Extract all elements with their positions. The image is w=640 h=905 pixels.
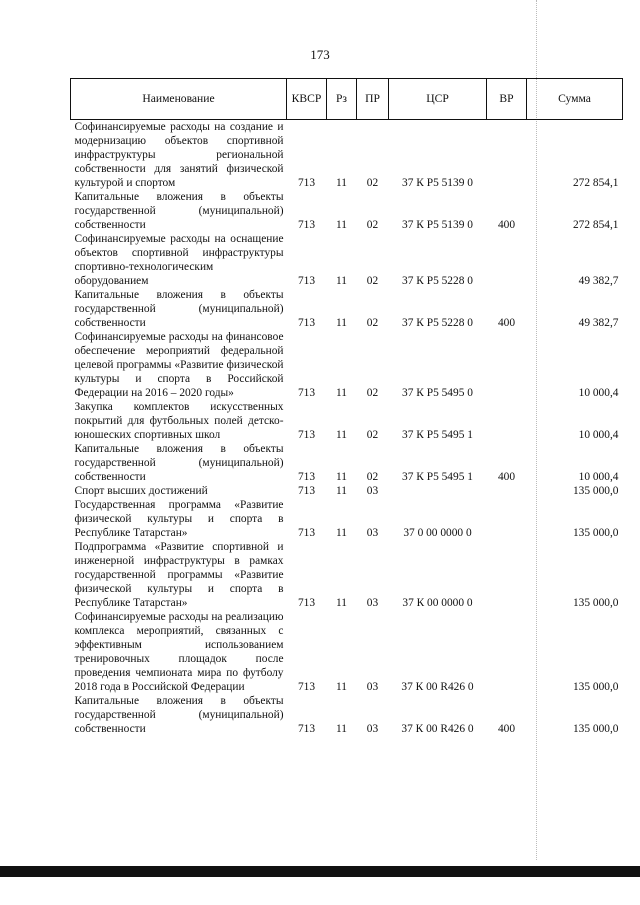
row-sum-cell: 135 000,0 (572, 485, 619, 497)
row-name-cell: Капитальные вложения в объекты государственной (муниципальной) собственности (74, 443, 284, 483)
row-sum-cell: 49 382,7 (578, 275, 619, 287)
row-kvsr-cell: 713 (297, 275, 316, 287)
row-vr-cell: 400 (497, 723, 516, 735)
row-csr-cell: 37 К P5 5228 0 (402, 275, 473, 287)
table-row (71, 610, 623, 694)
header-rz: Рз (327, 79, 357, 120)
row-kvsr-cell: 713 (297, 219, 316, 231)
row-sum-cell: 10 000,4 (578, 387, 619, 399)
row-kvsr-cell: 713 (297, 723, 316, 735)
row-name-cell: Софинансируемые расходы на финансовое обеспечение мероприятий федеральной целевой программы «Развитие физической культуры и спорта в Российской Федерации на 2016 – 2020 годы» (74, 331, 284, 399)
row-sum-cell: 10 000,4 (578, 429, 619, 441)
header-csr: ЦСР (389, 79, 487, 120)
row-name-cell: Капитальные вложения в объекты государственной (муниципальной) собственности (74, 289, 284, 329)
row-sum-cell: 272 854,1 (572, 177, 619, 189)
row-pr-cell: 02 (366, 387, 379, 399)
table-row (71, 694, 623, 736)
budget-table (70, 78, 623, 736)
table-body (71, 120, 623, 737)
table-row (71, 330, 623, 400)
row-name-cell: Капитальные вложения в объекты государственной (муниципальной) собственности (74, 191, 284, 231)
row-csr-cell: 37 К P5 5139 0 (402, 219, 473, 231)
table-row (71, 232, 623, 288)
row-name-cell: Софинансируемые расходы на реализацию комплекса мероприятий, связанных с эффективным использованием тренировочных площадок после проведения чемпионата мира по футболу 2018 года в Российской Федерации (74, 611, 284, 693)
row-csr-cell: 37 К P5 5139 0 (402, 177, 473, 189)
row-csr-cell: 37 К 00 R426 0 (401, 723, 474, 735)
row-rz-cell: 11 (336, 429, 347, 441)
scan-bottom-bar (0, 866, 640, 877)
row-rz-cell: 11 (336, 681, 347, 693)
row-pr-cell: 02 (366, 177, 379, 189)
table-header-row (71, 79, 623, 120)
row-name-cell: Государственная программа «Развитие физической культуры и спорта в Республике Татарстан» (74, 499, 284, 539)
row-vr-cell (487, 232, 527, 288)
row-sum-cell: 10 000,4 (578, 471, 619, 483)
row-pr-cell: 03 (366, 527, 379, 539)
row-rz-cell: 11 (336, 275, 347, 287)
row-rz-cell: 11 (336, 527, 347, 539)
header-name: Наименование (71, 79, 287, 120)
table-row (71, 442, 623, 484)
row-kvsr-cell: 713 (297, 597, 316, 609)
header-vr: ВР (487, 79, 527, 120)
row-kvsr-cell: 713 (297, 527, 316, 539)
row-csr-cell: 37 К P5 5228 0 (402, 317, 473, 329)
row-vr-cell (487, 120, 527, 191)
row-pr-cell: 02 (366, 471, 379, 483)
row-rz-cell: 11 (336, 219, 347, 231)
row-kvsr-cell: 713 (297, 471, 316, 483)
row-pr-cell: 03 (366, 485, 379, 497)
row-sum-cell: 135 000,0 (572, 597, 619, 609)
row-vr-cell: 400 (497, 317, 516, 329)
row-csr-cell: 37 0 00 0000 0 (403, 527, 472, 539)
row-rz-cell: 11 (336, 485, 347, 497)
row-sum-cell: 272 854,1 (572, 219, 619, 231)
row-csr-cell: 37 К P5 5495 0 (402, 387, 473, 399)
row-kvsr-cell: 713 (297, 429, 316, 441)
row-rz-cell: 11 (336, 387, 347, 399)
row-name-cell: Подпрограмма «Развитие спортивной и инженерной инфраструктуры в рамках государственной программы «Развитие физической культуры и спорта в Республике Татарстан» (74, 541, 284, 609)
header-pr: ПР (357, 79, 389, 120)
row-pr-cell: 02 (366, 275, 379, 287)
row-pr-cell: 03 (366, 723, 379, 735)
row-name-cell: Софинансируемые расходы на оснащение объектов спортивной инфраструктуры спортивно-технологическим оборудованием (74, 233, 284, 287)
table-row (71, 484, 623, 498)
page-number: 173 (310, 47, 330, 62)
header-kvsr: КВСР (287, 79, 327, 120)
row-vr-cell (487, 484, 527, 498)
row-kvsr-cell: 713 (297, 681, 316, 693)
row-pr-cell: 03 (366, 597, 379, 609)
row-pr-cell: 02 (366, 317, 379, 329)
row-kvsr-cell: 713 (297, 177, 316, 189)
row-rz-cell: 11 (336, 597, 347, 609)
row-vr-cell: 400 (497, 471, 516, 483)
row-vr-cell (487, 498, 527, 540)
row-name-cell: Закупка комплектов искусственных покрытий для футбольных полей детско-юношеских спортивных школ (74, 401, 284, 441)
row-sum-cell: 135 000,0 (572, 681, 619, 693)
row-pr-cell: 02 (366, 429, 379, 441)
row-vr-cell (487, 400, 527, 442)
row-rz-cell: 11 (336, 723, 347, 735)
table-row (71, 540, 623, 610)
row-sum-cell: 135 000,0 (572, 723, 619, 735)
row-kvsr-cell: 713 (297, 387, 316, 399)
row-csr-cell: 37 К P5 5495 1 (402, 471, 473, 483)
row-csr-cell: 37 К 00 0000 0 (402, 597, 473, 609)
row-csr-cell: 37 К 00 R426 0 (401, 681, 474, 693)
row-pr-cell: 02 (366, 219, 379, 231)
row-rz-cell: 11 (336, 317, 347, 329)
row-name-cell: Спорт высших достижений (74, 485, 208, 497)
row-csr-cell: 37 К P5 5495 1 (402, 429, 473, 441)
table-row (71, 288, 623, 330)
row-sum-cell: 135 000,0 (572, 527, 619, 539)
row-pr-cell: 03 (366, 681, 379, 693)
row-vr-cell (487, 610, 527, 694)
row-csr-cell (389, 484, 487, 498)
row-vr-cell (487, 330, 527, 400)
table-row (71, 120, 623, 191)
row-sum-cell: 49 382,7 (578, 317, 619, 329)
table-row (71, 190, 623, 232)
budget-table-wrap (70, 78, 622, 736)
row-rz-cell: 11 (336, 471, 347, 483)
row-name-cell: Капитальные вложения в объекты государственной (муниципальной) собственности (74, 695, 284, 735)
row-name-cell: Софинансируемые расходы на создание и модернизацию объектов спортивной инфраструктуры региональной собственности для занятий физической культурой и спортом (74, 121, 284, 189)
row-kvsr-cell: 713 (297, 485, 316, 497)
row-rz-cell: 11 (336, 177, 347, 189)
row-vr-cell (487, 540, 527, 610)
table-row (71, 400, 623, 442)
header-sum: Сумма (527, 79, 623, 120)
row-kvsr-cell: 713 (297, 317, 316, 329)
table-row (71, 498, 623, 540)
row-vr-cell: 400 (497, 219, 516, 231)
